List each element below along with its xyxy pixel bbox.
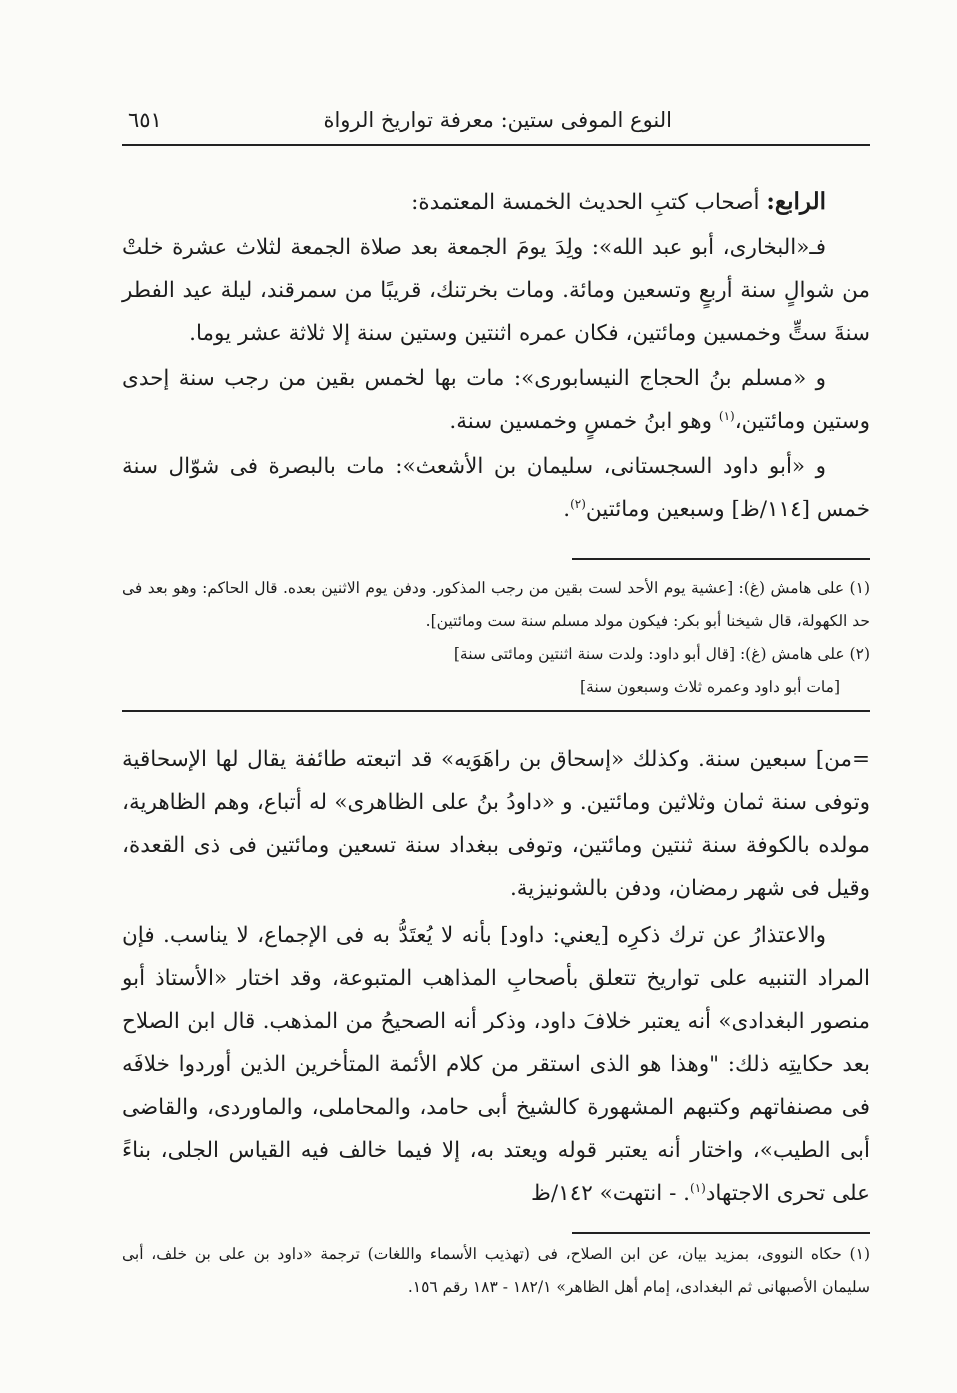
- heading-keyword: الرابع:: [766, 188, 826, 215]
- muslim-text-b: وهو ابنُ خمسٍ وخمسين سنة.: [449, 409, 719, 434]
- abu-dawud-text-b: .: [563, 497, 571, 522]
- running-title: النوع الموفى ستين: معرفة تواريخ الرواة: [323, 108, 672, 132]
- footnote-ref-1[interactable]: (١): [718, 408, 735, 423]
- footnote-2-line-2: [مات أبو داود وعمره ثلاث وسبعون سنة]: [579, 678, 840, 696]
- footnote-separator-lower: [572, 1232, 870, 1234]
- paragraph-abu-dawud: [122, 445, 870, 531]
- footnotes-upper: [122, 572, 870, 704]
- paragraph-ishaq-dawud: =من] سبعين سنة. وكذلك «إسحاق بن راهَوَيه» قد اتبعته طائفة يقال لها الإسحاقية وتوفى سنة ثمان وثلاثين ومائتين. و «داودُ بنُ على الظاهرى» له أتباع، وهم الظاهرية، مولده بالكوفة سنة ثنتين ومائتين، وتوفى ببغداد سنة تسعين ومائتين فى ذى القعدة، وقيل فى شهر رمضان، ودفن بالشونيزية.: [122, 747, 870, 901]
- itidhar-text-b: . - انتهت» ١٤٢/ظ: [531, 1181, 691, 1206]
- main-text-lower: [122, 738, 870, 1219]
- section-heading: [122, 180, 870, 224]
- main-text-upper: [122, 180, 870, 533]
- section-divider: [122, 710, 870, 712]
- footnote-2-line-1: (٢) على هامش (غ): [قال أبو داود: ولدت سنة اثنتين ومائتى سنة]: [453, 645, 870, 663]
- footnote-lower-1: (١) حكاه النووى، بمزيد بيان، عن ابن الصلاح، فى (تهذيب الأسماء واللغات) ترجمة «داود بن على بن خلف، أبى سليمان الأصبهانى ثم البغدادى، إمام أهل الظاهر» ١٨٢/١ - ١٨٣ رقم ١٥٦.: [122, 1245, 870, 1296]
- footnote-ref-2[interactable]: (٢): [570, 496, 586, 511]
- muslim-text-a: و «مسلم بنُ الحجاج النيسابورى»: مات بها لخمس بقين من رجب سنة إحدى وستين ومائتين،: [122, 366, 870, 434]
- footnote-separator: [572, 558, 870, 560]
- footnote-ref-3[interactable]: (١): [690, 1180, 706, 1195]
- footnote-1: (١) على هامش (غ): [عشية يوم الأحد لست بقين من رجب المذكور. ودفن يوم الاثنين بعده. قال الحاكم: وهو بعد فى حد الكهولة، قال شيخنا أبو بكر: فيكون مولد مسلم سنة ست ومائتين].: [122, 579, 870, 630]
- paragraph-itidhar: [122, 914, 870, 1215]
- footnotes-lower: [122, 1238, 870, 1304]
- heading-text: أصحاب كتبِ الحديث الخمسة المعتمدة:: [411, 190, 760, 215]
- paragraph-muslim: [122, 357, 870, 443]
- page-number: ٦٥١: [128, 108, 162, 132]
- itidhar-text-a: والاعتذارُ عن ترك ذكرِه [يعني: داود] بأنه لا يُعتَدُّ به فى الإجماع، لا يناسب. فإن المراد التنبيه على تواريخ تتعلق بأصحابِ المذاهب المتبوعة، وقد اختار «الأستاذ أبو منصور البغدادى» أنه يعتبر خلافَ داود، وذكر أنه الصحيحُ من المذهب. قال ابن الصلاح بعد حكايتِه ذلك: "وهذا هو الذى استقر من كلام الأئمة المتأخرين الذين أوردوا خلافَه فى مصنفاتهم وكتبهم المشهورة كالشيخ أبى حامد، والمحاملى، والماوردى، والقاضى أبى الطيب»، واختار أنه يعتبر قوله ويعتد به، إلا فيما خالف فيه القياس الجلى، بناءً على تحرى الاجتهاد: [122, 923, 870, 1206]
- paragraph-bukhari: فـ«البخارى، أبو عبد الله»: ولِدَ يومَ الجمعة بعد صلاة الجمعة لثلاث عشرة خلتْ من شوالٍ سنة أربعٍ وتسعين ومائة. ومات بخرتنك، قريبًا من سمرقند، ليلة عيد الفطر سنةَ ستٍّ وخمسين ومائتين، فكان عمره اثنتين وستين سنة إلا ثلاثة عشر يوما.: [122, 235, 870, 346]
- abu-dawud-text-a: و «أبو داود السجستانى، سليمان بن الأشعث»: مات بالبصرة فى شوّال سنة خمس [١١٤/ظ] وسبعين ومائتين: [122, 454, 870, 522]
- page-header: [122, 104, 870, 146]
